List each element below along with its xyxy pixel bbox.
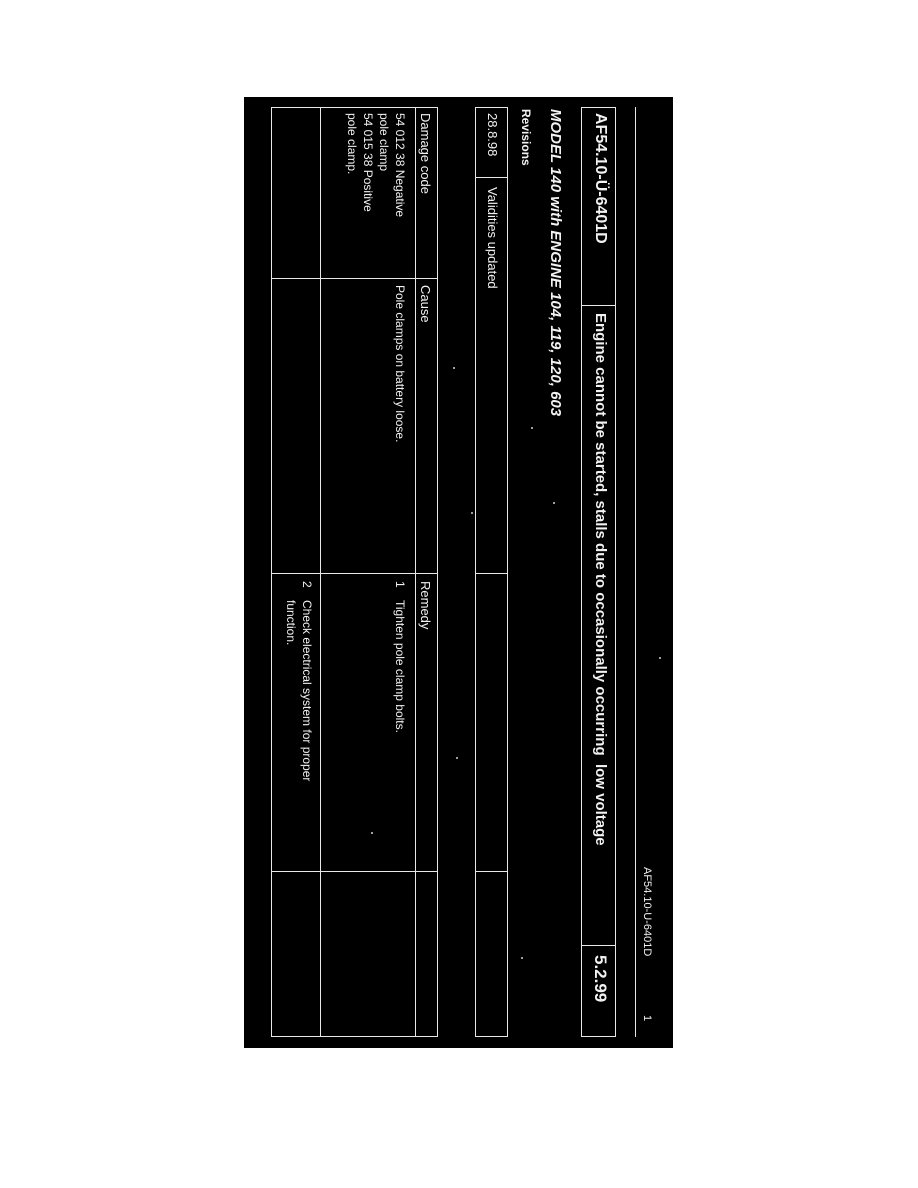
- revisions-divider-1: [475, 177, 508, 178]
- document-title: Engine cannot be started, stalls due to occasionally occurring low voltage: [592, 313, 609, 846]
- header-rule: [635, 107, 636, 1037]
- revision-date: 28.8.98: [485, 113, 500, 157]
- header-remedy: Remedy: [418, 581, 433, 630]
- damage-table: [271, 107, 438, 1037]
- scan-speck: [456, 757, 458, 759]
- remedy-number: 1: [393, 581, 407, 588]
- scan-speck: [521, 957, 523, 959]
- damage-code-line: 54 012 38 Negative: [393, 113, 407, 218]
- header-damage-code: Damage code: [418, 113, 433, 194]
- cause-text: Pole clamps on battery loose.: [393, 285, 407, 443]
- scan-speck: [471, 512, 473, 514]
- table-col-divider-3: [271, 871, 438, 872]
- revisions-divider-3: [475, 871, 508, 872]
- scanned-page: [244, 97, 673, 1048]
- remedy-text: function.: [284, 600, 298, 646]
- table-header-rule: [415, 107, 416, 1037]
- damage-code-line: pole clamp: [377, 113, 391, 172]
- header-cause: Cause: [418, 285, 433, 323]
- scan-speck: [553, 502, 555, 504]
- revisions-divider-2: [475, 573, 508, 574]
- damage-code-line: pole clamp.: [345, 113, 359, 175]
- table-col-divider-2: [271, 573, 438, 574]
- model-line: MODEL 140 with ENGINE 104, 119, 120, 603: [547, 109, 564, 417]
- revision-text: Validities updated: [485, 187, 500, 289]
- title-divider-right: [581, 945, 616, 946]
- damage-code-line: 54 015 38 Positive: [361, 113, 375, 212]
- document-sheet: [244, 97, 673, 1048]
- document-date: 5.2.99: [591, 955, 610, 1003]
- title-divider-left: [581, 305, 616, 306]
- running-header-code: AF54.10-U-6401D: [641, 867, 653, 957]
- page-number: 1: [641, 1015, 653, 1022]
- document-code: AF54.10-Ü-6401D: [592, 113, 609, 244]
- remedy-text: Tighten pole clamp bolts.: [393, 600, 407, 733]
- scan-speck: [371, 832, 373, 834]
- remedy-text: Check electrical system for proper: [300, 600, 314, 782]
- remedy-number: 2: [300, 581, 314, 588]
- table-row-rule: [320, 107, 321, 1037]
- scan-speck: [453, 367, 455, 369]
- table-col-divider-1: [271, 278, 438, 279]
- scan-speck: [659, 657, 661, 659]
- revisions-heading: Revisions: [519, 109, 533, 166]
- scan-speck: [531, 427, 533, 429]
